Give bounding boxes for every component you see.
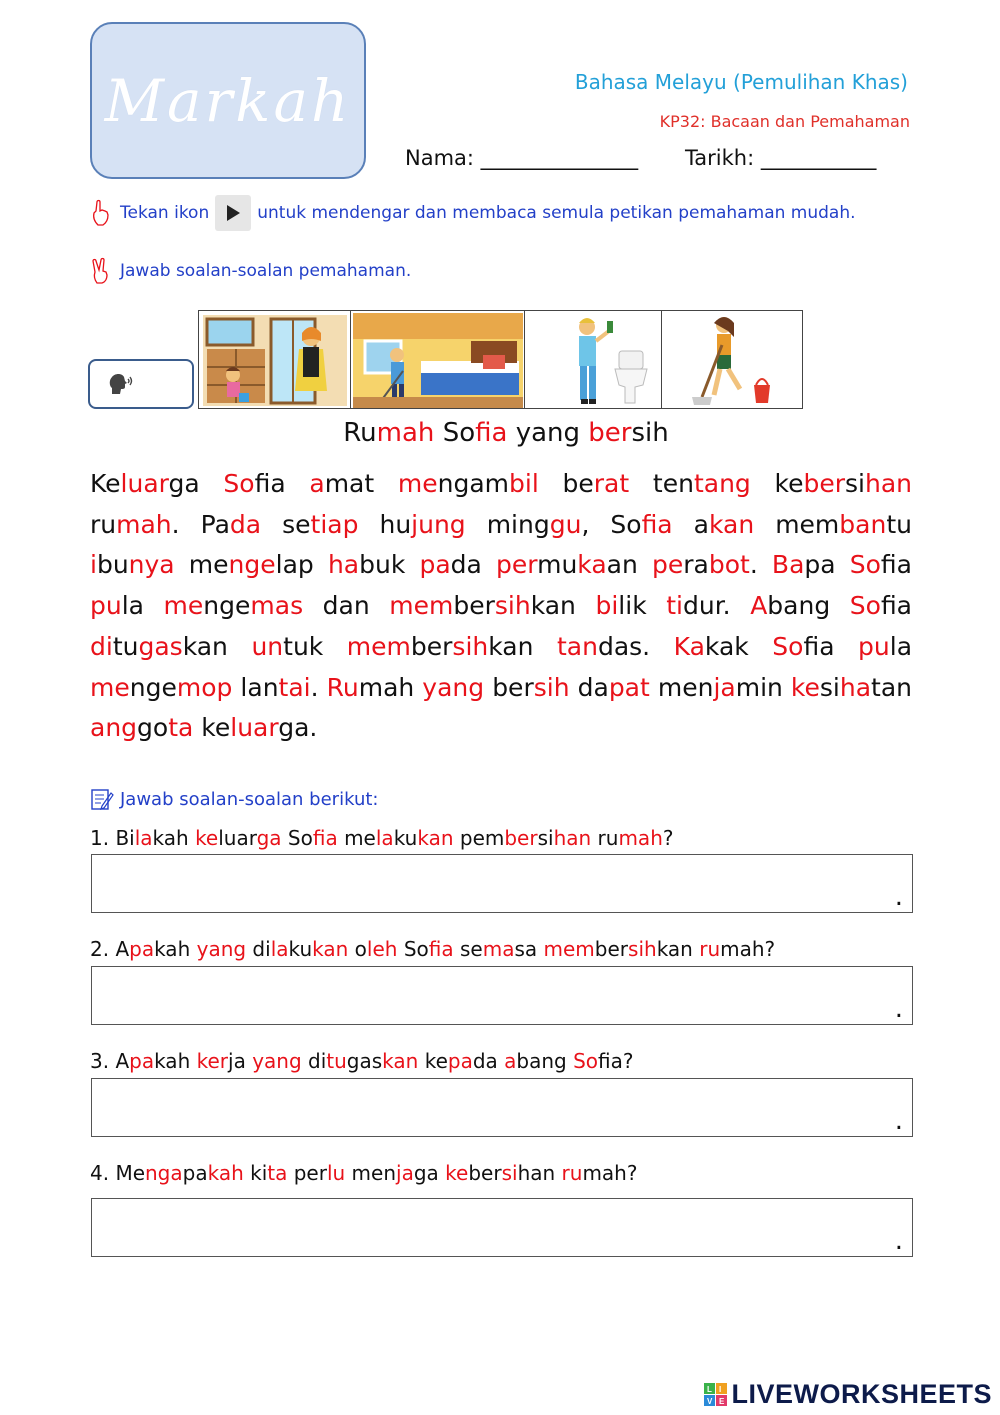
- question-segment: ber: [504, 826, 538, 850]
- question-segment: yang: [196, 937, 247, 961]
- instruction-answer-text: Jawab soalan-soalan pemahaman.: [120, 261, 412, 281]
- passage-segment: Ke: [90, 469, 121, 498]
- passage-segment: i: [90, 550, 97, 580]
- question-segment: si: [537, 826, 554, 850]
- passage-segment: da: [229, 509, 262, 539]
- picture-mopping-floor: [662, 311, 802, 408]
- story-passage: [90, 464, 912, 749]
- passage-segment: .: [749, 550, 772, 580]
- picture-cleaning-toilet: [525, 311, 662, 408]
- question-segment: mem: [543, 937, 595, 961]
- question-segment: pem: [453, 826, 505, 850]
- question-segment: ki: [243, 1161, 268, 1185]
- question-segment: ga: [413, 1161, 446, 1185]
- question-segment: o: [348, 937, 367, 961]
- passage-segment: min: [735, 672, 791, 702]
- passage-segment: Ka: [673, 631, 705, 661]
- question-segment: gas: [346, 1049, 383, 1073]
- passage-segment: ka: [577, 550, 607, 580]
- title-segment: fia: [475, 418, 508, 448]
- question-segment: fia: [428, 937, 454, 961]
- question-segment: ru: [699, 937, 721, 961]
- question-segment: kah: [154, 937, 197, 961]
- liveworksheets-brand: LIVEWORKSHEETS: [731, 1379, 992, 1409]
- story-title: [0, 418, 1000, 448]
- name-date-line: [405, 146, 876, 170]
- question-segment: kah: [152, 826, 196, 850]
- passage-segment: nge: [203, 591, 251, 621]
- question-segment: 3. A: [90, 1049, 130, 1073]
- passage-segment: mem: [389, 591, 454, 621]
- passage-segment: ngam: [437, 469, 510, 498]
- passage-segment: ke: [750, 469, 804, 498]
- passage-segment: bot: [708, 550, 750, 580]
- liveworksheets-logo[interactable]: [703, 1379, 992, 1410]
- question-segment: luar: [218, 826, 257, 850]
- passage-segment: So: [223, 469, 255, 498]
- audio-button[interactable]: [88, 359, 194, 409]
- passage-segment: tan: [871, 672, 913, 702]
- topic-label: KP32: Bacaan dan Pemahaman: [659, 112, 910, 131]
- question-segment: ker: [196, 1049, 229, 1073]
- answer-input-3[interactable]: [92, 1079, 912, 1136]
- title-segment: ber: [588, 418, 632, 448]
- logo-letter-l: L: [707, 1384, 713, 1394]
- passage-segment: per: [496, 550, 538, 580]
- passage-segment: Pa: [200, 509, 230, 539]
- passage-segment: ke: [790, 672, 820, 702]
- passage-segment: ber: [410, 631, 453, 661]
- question-segment: me: [337, 826, 376, 850]
- answer-box-2[interactable]: [91, 966, 913, 1025]
- passage-segment: mop: [176, 672, 233, 702]
- question-segment: ta: [267, 1161, 288, 1185]
- question-segment: ma: [482, 937, 515, 961]
- question-segment: So: [573, 1049, 599, 1073]
- answer-box-3[interactable]: [91, 1078, 913, 1137]
- question-segment: 4. Me: [90, 1161, 145, 1185]
- question-segment: per: [287, 1161, 327, 1185]
- passage-segment: tiap: [310, 509, 359, 539]
- passage-segment: be: [538, 469, 594, 498]
- question-segment: men: [345, 1161, 397, 1185]
- question-segment: ru: [561, 1161, 583, 1185]
- passage-segment: hu: [358, 509, 412, 539]
- question-segment: kan: [312, 937, 349, 961]
- passage-segment: ber: [484, 672, 534, 702]
- passage-segment: ten: [629, 469, 694, 498]
- question-segment: nga: [145, 1161, 183, 1185]
- passage-segment: ja: [713, 672, 736, 702]
- question-segment: kah: [154, 1049, 197, 1073]
- passage-segment: luar: [120, 469, 169, 498]
- passage-segment: bi: [595, 591, 619, 621]
- title-segment: [507, 418, 515, 448]
- passage-segment: pa: [804, 550, 850, 580]
- passage-segment: da: [450, 550, 496, 580]
- instruction-listen-pre: Tekan ikon: [120, 203, 210, 223]
- score-box: [90, 22, 366, 179]
- question-2: [90, 937, 775, 961]
- passage-segment: bang: [767, 591, 850, 621]
- logo-letter-i: I: [719, 1384, 722, 1394]
- passage-segment: fia: [880, 550, 912, 580]
- passage-segment: di: [90, 631, 113, 661]
- passage-segment: men: [649, 672, 714, 702]
- answer-box-4[interactable]: [91, 1198, 913, 1257]
- passage-segment: mu: [537, 550, 578, 580]
- passage-segment: ber: [803, 469, 846, 498]
- questions-header-text: Jawab soalan-soalan berikut:: [120, 788, 379, 810]
- question-segment: lu: [326, 1161, 346, 1185]
- question-segment: ga: [256, 826, 282, 850]
- question-segment: da: [472, 1049, 505, 1073]
- passage-segment: lap: [275, 550, 328, 580]
- question-segment: la: [375, 826, 394, 850]
- answer-end-mark: .: [894, 994, 903, 1024]
- passage-segment: kan: [708, 509, 755, 539]
- title-segment: So: [442, 418, 476, 448]
- liveworksheets-logo-icon: [703, 1382, 729, 1408]
- passage-segment: tan: [556, 631, 598, 661]
- passage-segment: mah: [116, 509, 172, 539]
- passage-segment: si: [845, 469, 866, 498]
- passage-segment: gu: [549, 509, 582, 539]
- answer-end-mark: .: [894, 1106, 903, 1136]
- question-segment: la: [270, 937, 289, 961]
- title-segment: yang: [515, 418, 580, 448]
- picture-strip: [198, 310, 803, 409]
- name-blank[interactable]: _______________: [480, 146, 639, 170]
- answer-end-mark: .: [894, 1226, 903, 1256]
- passage-segment: ga: [168, 469, 224, 498]
- question-segment: ?: [662, 826, 674, 850]
- passage-segment: ang: [90, 713, 138, 743]
- score-box-label: Markah: [104, 66, 352, 135]
- question-segment: sa: [514, 937, 544, 961]
- question-segment: yang: [252, 1049, 302, 1073]
- question-segment: ber: [594, 937, 629, 961]
- instruction-listen-post: untuk mendengar dan membaca semula petikan pemahaman mudah.: [257, 203, 856, 223]
- passage-segment: un: [251, 631, 284, 661]
- question-segment: ku: [393, 826, 418, 850]
- question-segment: ku: [288, 937, 313, 961]
- passage-segment: ga.: [278, 713, 318, 743]
- passage-segment: a: [309, 469, 325, 498]
- question-segment: fia: [312, 826, 338, 850]
- passage-segment: me: [397, 469, 438, 498]
- passage-segment: dan: [303, 591, 390, 621]
- passage-segment: pat: [608, 672, 650, 702]
- passage-segment: me: [90, 672, 130, 702]
- passage-segment: nge: [228, 550, 276, 580]
- passage-segment: luar: [230, 713, 279, 743]
- passage-segment: jung: [411, 509, 466, 539]
- title-segment: mah: [376, 418, 435, 448]
- question-segment: di: [301, 1049, 327, 1073]
- question-segment: kah: [207, 1161, 244, 1185]
- passage-segment: rat: [593, 469, 630, 498]
- passage-segment: .: [171, 509, 201, 539]
- passage-segment: an: [606, 550, 652, 580]
- passage-segment: kan: [530, 591, 596, 621]
- question-segment: sih: [628, 937, 657, 961]
- passage-segment: dur.: [682, 591, 751, 621]
- passage-segment: , So: [581, 509, 642, 539]
- passage-segment: tuk: [283, 631, 347, 661]
- question-segment: kan: [417, 826, 454, 850]
- passage-segment: pa: [419, 550, 451, 580]
- passage-segment: [175, 550, 189, 579]
- passage-segment: tai: [278, 672, 311, 702]
- picture-cleaning-cabinet: [199, 311, 351, 408]
- question-1: [90, 826, 674, 850]
- passage-segment: kak: [704, 631, 773, 661]
- question-3: [90, 1049, 634, 1073]
- passage-segment: tang: [693, 469, 751, 498]
- passage-segment: das.: [597, 631, 674, 661]
- passage-segment: So: [772, 631, 804, 661]
- question-segment: ber: [468, 1161, 502, 1185]
- question-segment: si: [501, 1161, 518, 1185]
- question-segment: tu: [326, 1049, 347, 1073]
- question-segment: ke: [195, 826, 219, 850]
- question-segment: mah?: [582, 1161, 638, 1185]
- pointing-hand-icon: [90, 199, 112, 227]
- passage-segment: bil: [509, 469, 539, 498]
- passage-segment: ha: [839, 672, 872, 702]
- answer-end-mark: .: [894, 882, 903, 912]
- passage-segment: a: [672, 509, 709, 539]
- question-segment: ru: [591, 826, 619, 850]
- passage-segment: ming: [465, 509, 550, 539]
- passage-segment: tu: [112, 631, 139, 661]
- question-segment: pa: [129, 937, 155, 961]
- instruction-answer: [90, 256, 411, 286]
- passage-segment: sih: [452, 631, 489, 661]
- passage-segment: Ru: [326, 672, 359, 702]
- name-label: Nama:: [405, 146, 474, 170]
- passage-segment: ban: [839, 509, 887, 539]
- passage-segment: mem: [754, 509, 840, 539]
- answer-input-2[interactable]: [92, 967, 912, 1024]
- passage-segment: me: [163, 591, 204, 621]
- date-label: Tarikh:: [684, 146, 755, 170]
- passage-segment: la: [121, 591, 164, 621]
- speaking-head-icon: [108, 372, 134, 396]
- logo-letter-v: V: [707, 1396, 713, 1406]
- passage-segment: go: [137, 713, 169, 743]
- question-segment: a: [504, 1049, 517, 1073]
- passage-segment: la: [889, 631, 913, 661]
- question-segment: So: [397, 937, 429, 961]
- title-segment: sih: [631, 418, 669, 448]
- passage-segment: kan: [488, 631, 557, 661]
- passage-segment: ber: [453, 591, 495, 621]
- passage-segment: .: [310, 672, 327, 702]
- question-segment: di: [246, 937, 271, 961]
- question-segment: se: [453, 937, 483, 961]
- picture-vacuuming-bedroom: [351, 311, 525, 408]
- question-segment: kan: [382, 1049, 419, 1073]
- question-segment: bang: [516, 1049, 574, 1073]
- passage-segment: ra: [683, 550, 709, 580]
- passage-segment: fia: [641, 509, 673, 539]
- passage-segment: pu: [90, 591, 122, 621]
- passage-segment: fia: [254, 469, 310, 498]
- answer-box-1[interactable]: [91, 854, 913, 913]
- question-segment: mah: [618, 826, 663, 850]
- passage-segment: sih: [533, 672, 570, 702]
- title-segment: Ru: [343, 418, 377, 448]
- passage-segment: mah: [358, 672, 423, 702]
- title-segment: [434, 418, 442, 448]
- passage-segment: fia: [880, 591, 913, 621]
- question-segment: ke: [445, 1161, 469, 1185]
- passage-segment: ha: [327, 550, 360, 580]
- passage-segment: ru: [90, 509, 117, 539]
- passage-segment: pu: [858, 631, 890, 661]
- passage-segment: kan: [182, 631, 252, 661]
- passage-segment: bu: [96, 550, 129, 580]
- passage-segment: gas: [138, 631, 183, 661]
- passage-segment: pe: [651, 550, 684, 580]
- passage-segment: So: [849, 591, 881, 621]
- passage-segment: lan: [232, 672, 279, 702]
- passage-segment: sih: [494, 591, 531, 621]
- passage-segment: me: [188, 550, 229, 580]
- passage-segment: buk: [359, 550, 420, 580]
- answer-input-4[interactable]: [92, 1199, 912, 1256]
- subject-title: Bahasa Melayu (Pemulihan Khas): [574, 70, 908, 94]
- play-icon: [225, 204, 241, 222]
- question-4: [90, 1161, 637, 1185]
- date-blank[interactable]: ___________: [760, 146, 877, 170]
- passage-segment: mat: [324, 469, 398, 498]
- question-segment: pa: [129, 1049, 155, 1073]
- passage-segment: tu: [886, 509, 912, 539]
- answer-input-1[interactable]: [92, 855, 912, 912]
- question-segment: So: [281, 826, 313, 850]
- question-segment: la: [134, 826, 153, 850]
- passage-segment: han: [865, 469, 913, 498]
- question-segment: pa: [447, 1049, 473, 1073]
- question-segment: mah?: [720, 937, 776, 961]
- question-segment: ja: [228, 1049, 253, 1073]
- question-segment: pa: [182, 1161, 208, 1185]
- victory-hand-icon: [90, 257, 112, 285]
- passage-segment: lik: [618, 591, 667, 621]
- passage-segment: ke: [193, 713, 231, 743]
- passage-segment: So: [849, 550, 881, 580]
- passage-segment: fia: [803, 631, 859, 661]
- notepad-icon: [90, 787, 114, 811]
- questions-header: [90, 787, 378, 811]
- passage-segment: se: [261, 509, 311, 539]
- question-segment: 1. Bi: [90, 826, 135, 850]
- question-segment: ke: [418, 1049, 448, 1073]
- question-segment: han: [553, 826, 592, 850]
- passage-segment: ta: [168, 713, 194, 743]
- passage-segment: ti: [666, 591, 683, 621]
- passage-segment: si: [819, 672, 840, 702]
- play-button[interactable]: [215, 195, 251, 231]
- question-segment: fia?: [598, 1049, 634, 1073]
- logo-letter-e: E: [719, 1396, 725, 1406]
- passage-segment: da: [569, 672, 609, 702]
- passage-segment: A: [750, 591, 768, 621]
- passage-segment: yang: [422, 672, 485, 702]
- passage-segment: mas: [250, 591, 304, 621]
- question-segment: leh: [366, 937, 398, 961]
- question-segment: kan: [656, 937, 700, 961]
- question-segment: 2. A: [90, 937, 130, 961]
- instruction-listen: [90, 193, 856, 233]
- passage-segment: Ba: [771, 550, 805, 580]
- question-segment: ja: [396, 1161, 414, 1185]
- question-segment: han: [517, 1161, 562, 1185]
- passage-segment: mem: [346, 631, 411, 661]
- passage-segment: nge: [129, 672, 177, 702]
- passage-segment: nya: [128, 550, 175, 580]
